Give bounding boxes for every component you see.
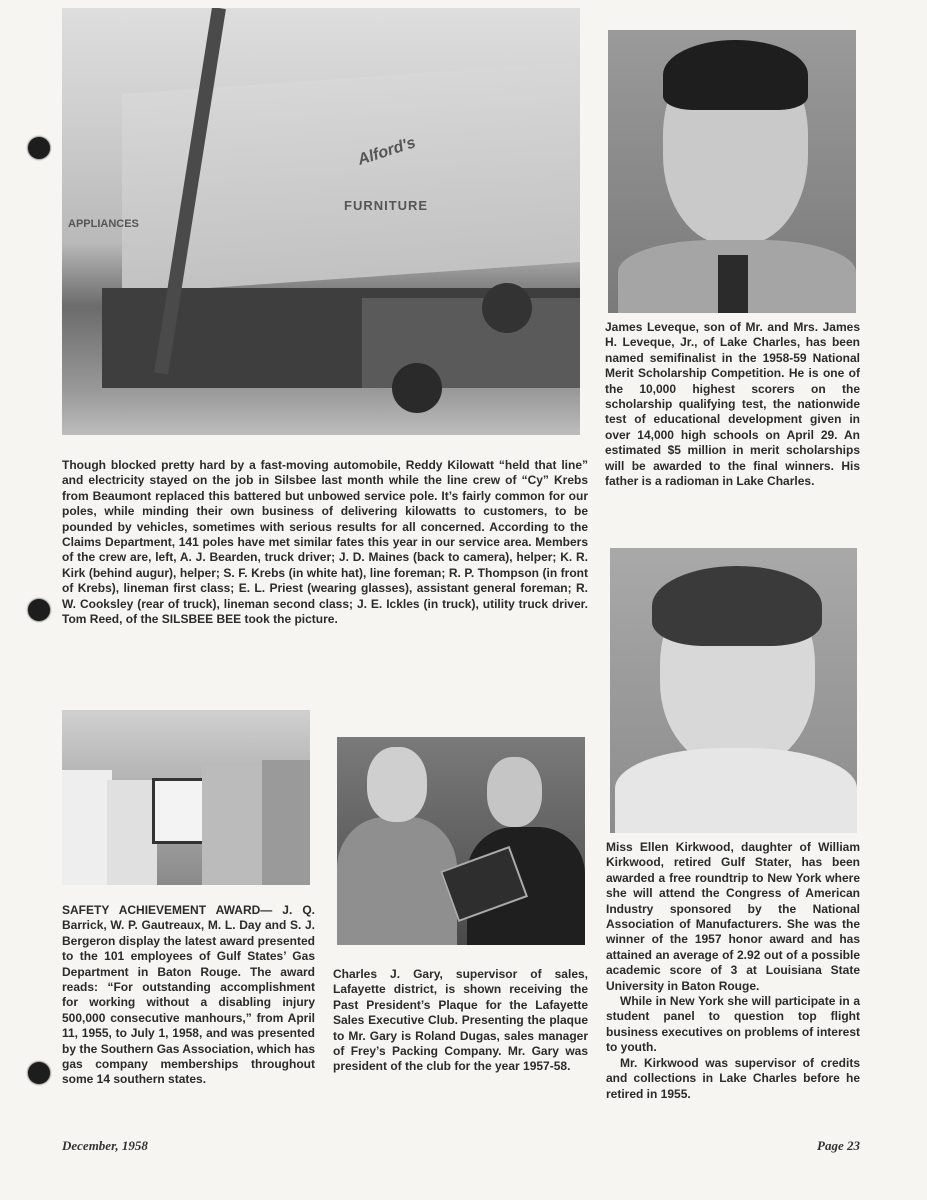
caption-safety-award: SAFETY ACHIEVEMENT AWARD— J. Q. Barrick, W. P. Gautreaux, M. L. Day and S. J. Bergeron display the latest award presented to the 101 employees of Gulf States’ Gas Department in Baton Rouge. The award reads: “For outstanding accomplishment for working without a disabling injury 500,000 consecutive manhours,” from April 11, 1955, to July 1, 1958, and was presented by the Southern Gas Association, which has gas company memberships throughout some 14 southern states. — [62, 903, 315, 1087]
kirkwood-paragraph: Miss Ellen Kirkwood, daughter of William Kirkwood, retired Gulf Stater, has been awarded a free roundtrip to New York where she will attend the Congress of American Industry sponsored by the National Association of Manufacturers. She was the winner of the 1957 honor award and has attained an average of 2.92 out of a possible academic score of 3 at Louisiana State University in Baton Rouge. — [606, 840, 860, 993]
sign-appliances: APPLIANCES — [68, 218, 139, 230]
caption-line-crew: Though blocked pretty hard by a fast-moving automobile, Reddy Kilowatt “held that line” and electricity stayed on the job in Silsbee last month while the line crew of “Cy” Krebs from Beaumont replaced this battered but unbowed service pole. It’s fairly common for our poles, while minding their own business of delivering kilowatts to customers, to be pounded by vehicles, sometimes with serious results for all concerned. According to the Claims Department, 141 poles have met similar fates this year in our service area. Members of the crew are, left, A. J. Bearden, truck driver; J. D. Maines (back to camera), helper; K. R. Kirk (behind augur), helper; S. F. Krebs (in white hat), line foreman; R. P. Thompson (in front of Krebs), lineman first class; E. L. Priest (wearing glasses), assistant general foreman; R. W. Cooksley (rear of truck), lineman second class; J. E. Ickles (in truck), utility truck driver. Tom Reed, of the SILSBEE BEE took the picture. — [62, 458, 588, 627]
caption-james-leveque: James Leveque, son of Mr. and Mrs. James H. Leveque, Jr., of Lake Charles, has been named semifinalist in the 1958-59 National Merit Scholarship Competition. He is one of the 10,000 highest scorers on the scholarship qualifying test, the nationwide test of educational development given in over 14,000 high schools on April 29. An estimated $5 million in merit scholarships will be awarded to the final winners. His father is a radioman in Lake Charles. — [605, 320, 860, 489]
footer-page-number: Page 23 — [817, 1138, 860, 1153]
footer-date: December, 1958 — [62, 1138, 148, 1153]
photo-james-leveque — [608, 30, 856, 313]
punch-hole — [28, 1062, 50, 1084]
sign-furniture: FURNITURE — [344, 198, 429, 213]
punch-hole — [28, 599, 50, 621]
photo-ellen-kirkwood — [610, 548, 857, 833]
photo-safety-award — [62, 710, 310, 885]
kirkwood-paragraph: Mr. Kirkwood was supervisor of credits and collections in Lake Charles before he retired in 1955. — [606, 1055, 860, 1101]
caption-ellen-kirkwood — [606, 840, 860, 1102]
photo-charles-gary — [337, 737, 585, 945]
caption-charles-gary: Charles J. Gary, supervisor of sales, Lafayette district, is shown receiving the Past President’s Plaque for the Lafayette Sales Executive Club. Presenting the plaque to Mr. Gary is Roland Dugas, sales manager of Frey’s Packing Company. Mr. Gary was president of the club for the year 1957-58. — [333, 967, 588, 1074]
photo-line-crew-pole — [62, 8, 580, 435]
sign-alfords: Alford's — [355, 134, 418, 169]
punch-hole — [28, 137, 50, 159]
kirkwood-paragraph: While in New York she will participate in a student panel to question top flight business executives on problems of interest to youth. — [606, 994, 860, 1055]
